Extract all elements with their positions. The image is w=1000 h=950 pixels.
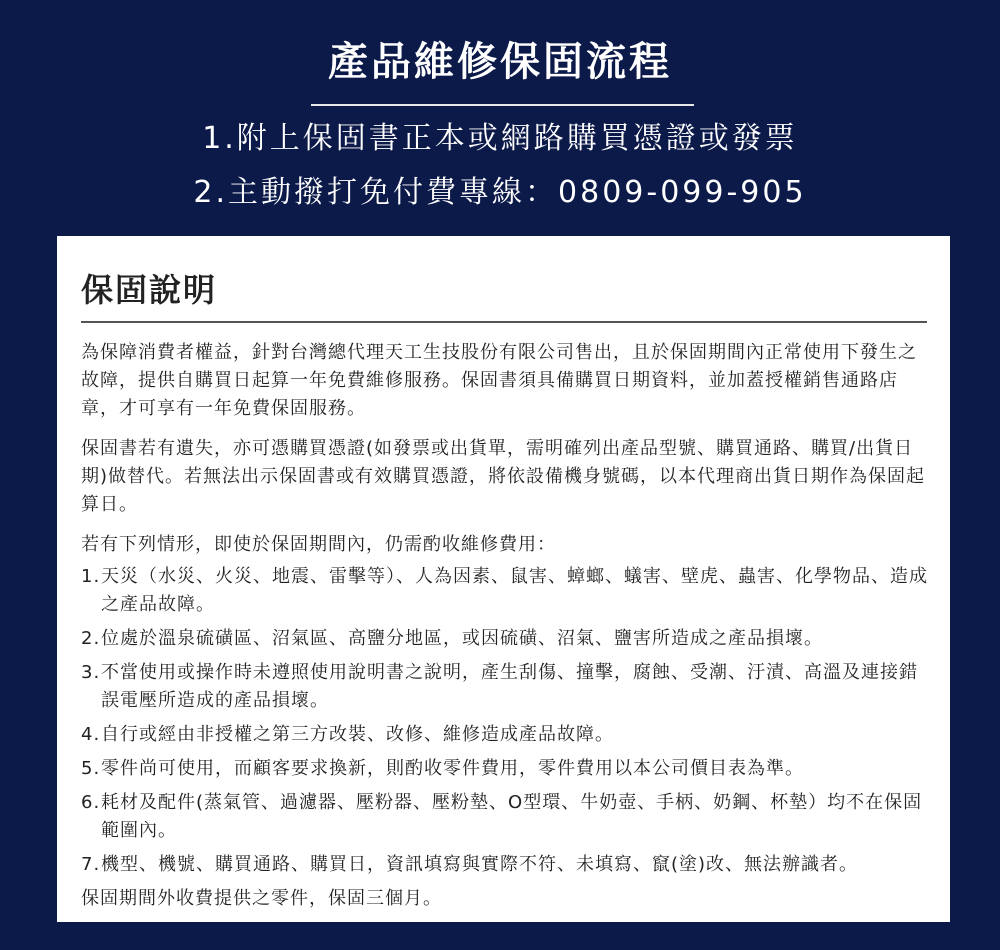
list-item	[81, 659, 933, 715]
list-item-number: 1.	[81, 566, 101, 587]
warranty-heading: 保固說明	[81, 271, 218, 309]
list-item-text: 耗材及配件(蒸氣管、過濾器、壓粉器、壓粉墊、O型環、牛奶壺、手柄、奶鋼、杯墊）均不在保固範圍內。	[101, 792, 923, 841]
list-item	[81, 563, 933, 619]
list-item-text: 零件尚可使用，而顧客要求換新，則酌收零件費用，零件費用以本公司價目表為準。	[101, 758, 804, 779]
warranty-body	[81, 339, 933, 913]
list-item-number: 7.	[81, 854, 101, 875]
list-item-number: 2.	[81, 628, 101, 649]
list-item	[81, 625, 933, 653]
post-warranty-note: 保固期間外收費提供之零件，保固三個月。	[81, 888, 442, 909]
list-item-text: 自行或經由非授權之第三方改裝、改修、維修造成產品故障。	[101, 724, 614, 745]
list-item	[81, 851, 933, 879]
list-item-text: 天災（水災、火災、地震、雷擊等）、人為因素、鼠害、蟑螂、蟻害、壁虎、蟲害、化學物品、造成之產品故障。	[101, 566, 928, 615]
list-item-number: 3.	[81, 662, 101, 683]
list-item	[81, 789, 933, 845]
warranty-paragraph-2: 保固書若有遺失，亦可憑購買憑證(如發票或出貨單，需明確列出產品型號、購買通路、購買/出貨日期)做替代。若無法出示保固書或有效購買憑證，將依設備機身號碼，以本代理商出貨日期作為保固起算日。	[81, 438, 926, 515]
process-step-1: 1.附上保固書正本或網路購買憑證或發票	[202, 121, 798, 156]
title-divider	[311, 104, 694, 106]
list-item-text: 位處於溫泉硫磺區、沼氣區、高鹽分地區，或因硫磺、沼氣、鹽害所造成之產品損壞。	[101, 628, 823, 649]
fee-conditions-intro: 若有下列情形，即使於保固期間內，仍需酌收維修費用：	[81, 534, 556, 555]
page-title: 產品維修保固流程	[328, 39, 672, 85]
list-item	[81, 721, 933, 749]
list-item-number: 4.	[81, 724, 101, 745]
list-item-number: 6.	[81, 792, 101, 813]
list-item-text: 不當使用或操作時未遵照使用說明書之說明，產生刮傷、撞擊，腐蝕、受潮、汙漬、高溫及連接錯誤電壓所造成的產品損壞。	[101, 662, 918, 711]
list-item-text: 機型、機號、購買通路、購買日，資訊填寫與實際不符、未填寫、竄(塗)改、無法辦識者。	[101, 854, 859, 875]
fee-conditions-list	[81, 563, 933, 879]
heading-divider	[81, 321, 927, 323]
list-item	[81, 755, 933, 783]
warranty-paragraph-1: 為保障消費者權益，針對台灣總代理天工生技股份有限公司售出，且於保固期間內正常使用下發生之故障，提供自購買日起算一年免費維修服務。保固書須具備購買日期資料，並加蓋授權銷售通路店章，才可享有一年免費保固服務。	[81, 342, 917, 419]
list-item-number: 5.	[81, 758, 101, 779]
warranty-card	[57, 236, 950, 922]
process-step-2: 2.主動撥打免付費專線：0809-099-905	[193, 175, 807, 210]
